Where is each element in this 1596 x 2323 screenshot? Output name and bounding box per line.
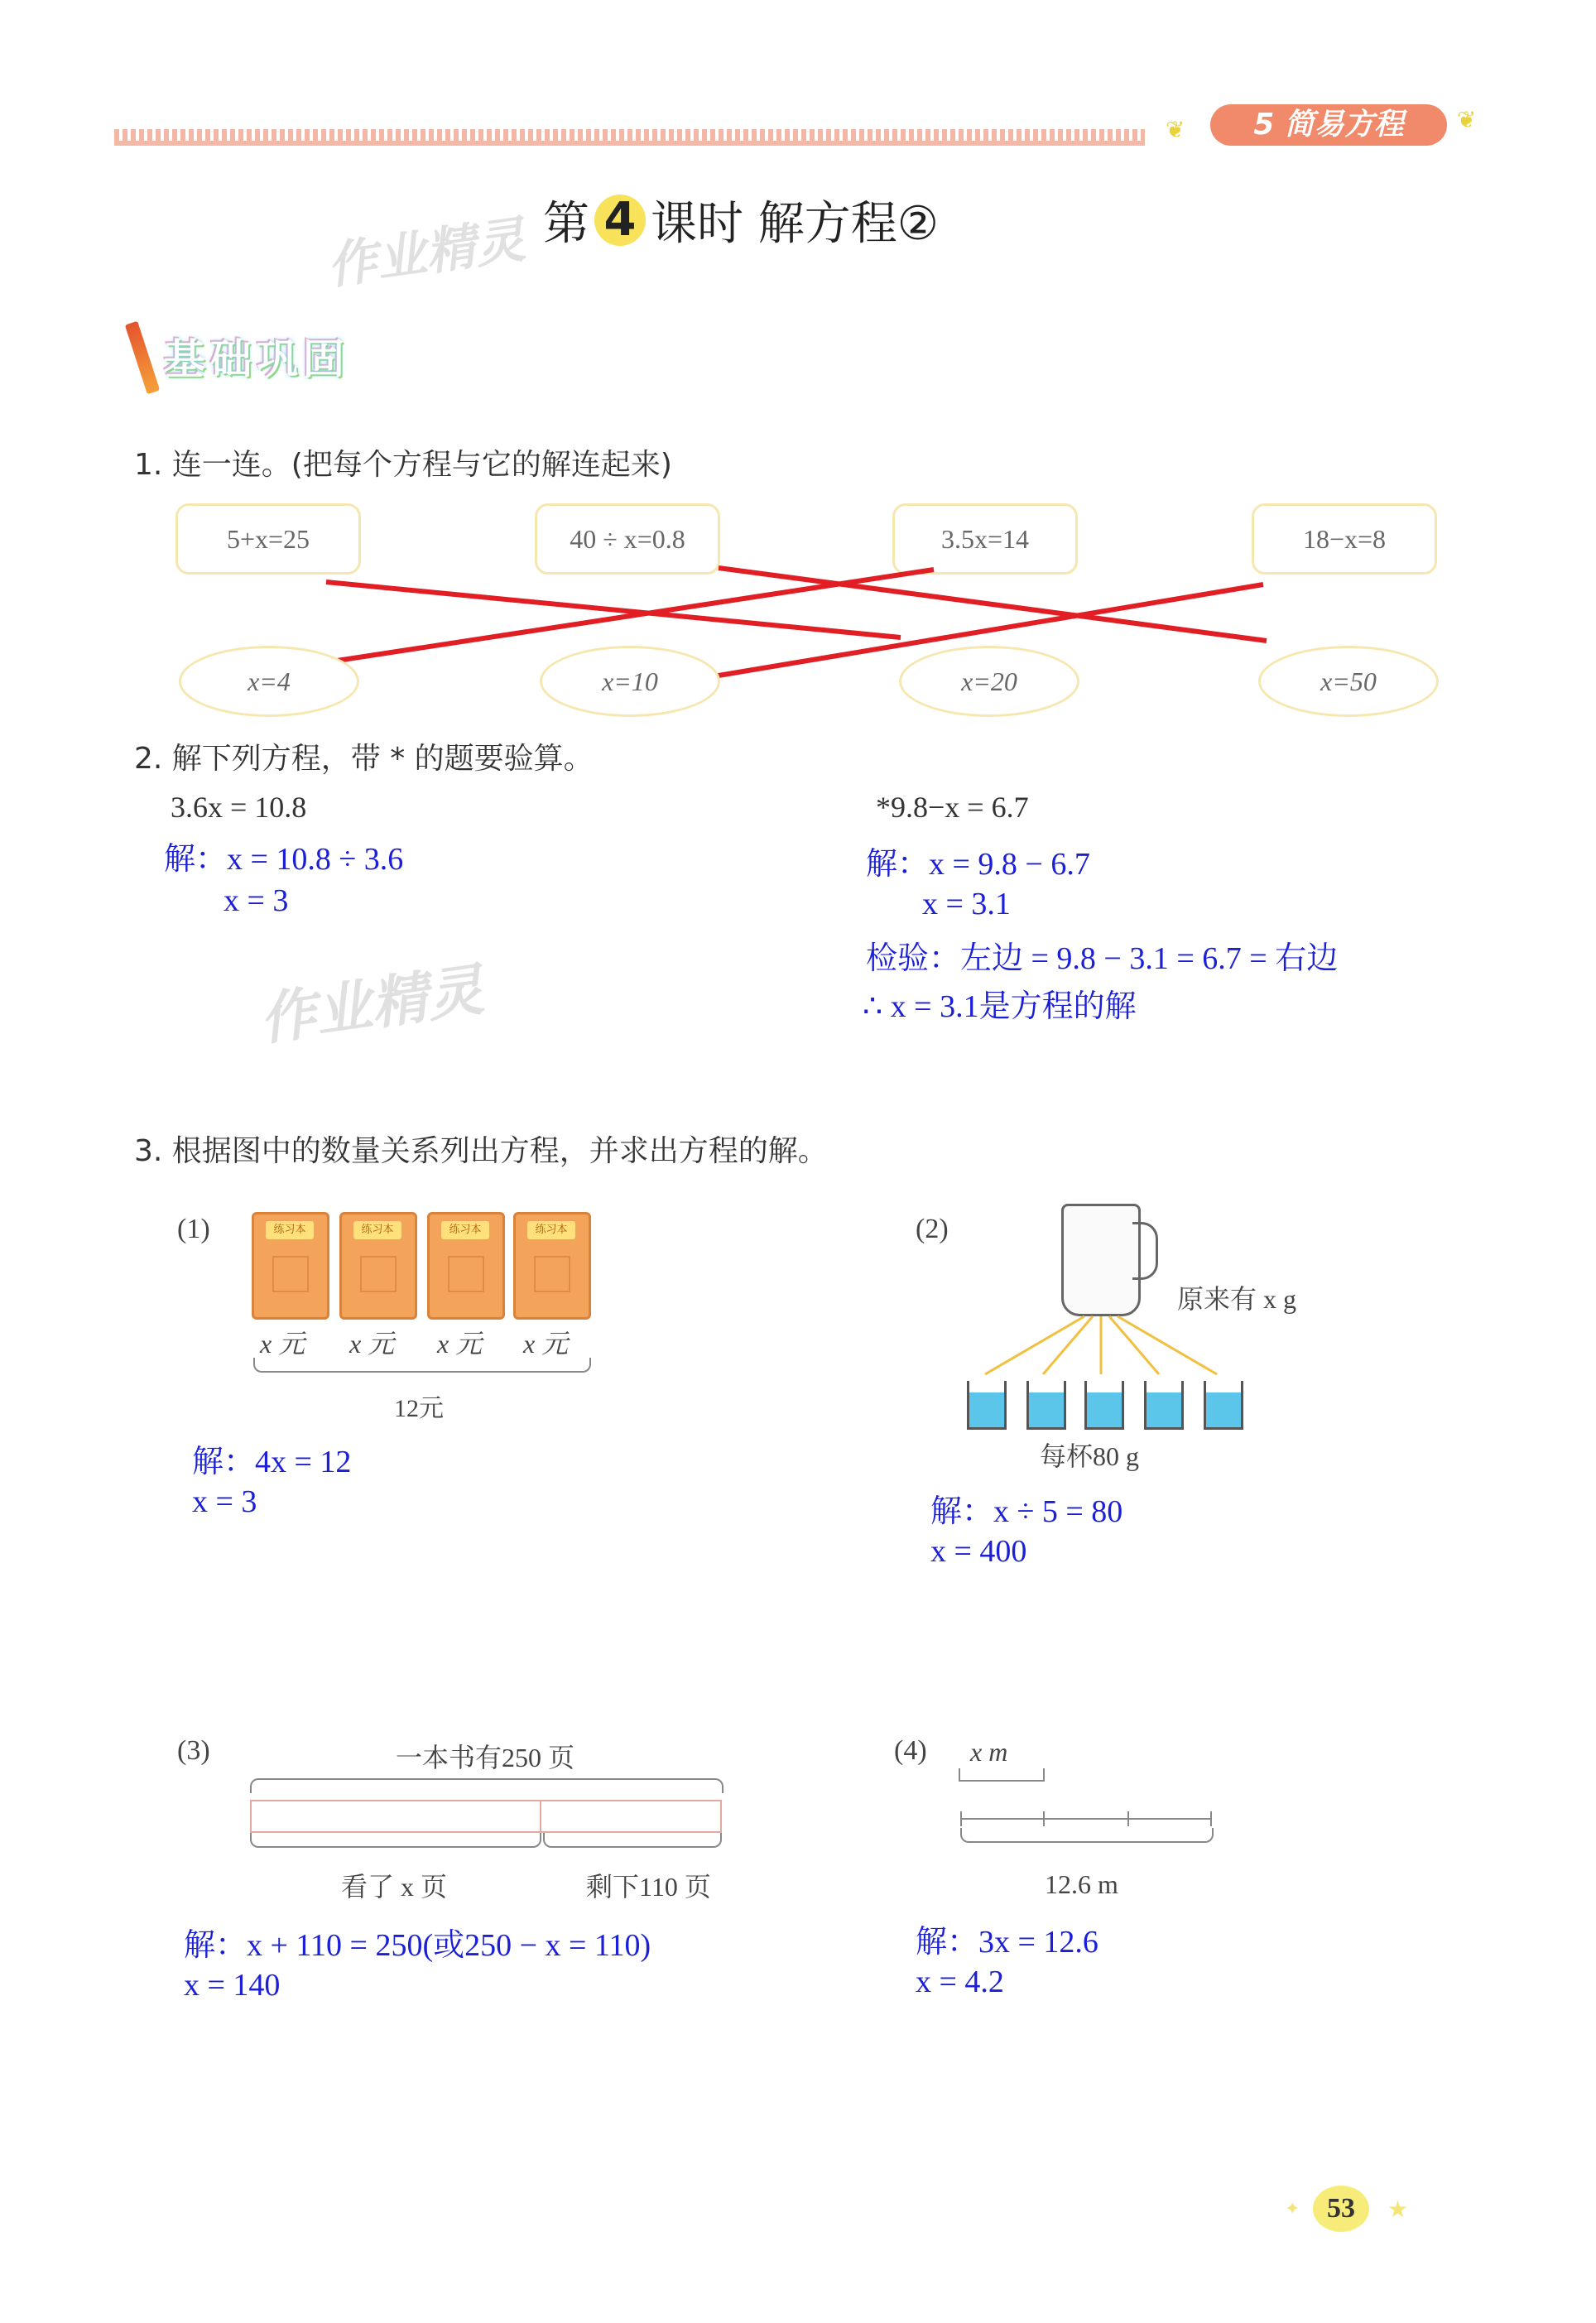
total-brace xyxy=(960,1828,1214,1843)
read-brace xyxy=(250,1833,541,1848)
cup-4 xyxy=(1144,1381,1184,1430)
q3-p1-line2: x = 3 xyxy=(192,1484,257,1519)
q3-p4-line1: 解：3x = 12.6 xyxy=(916,1925,1098,1960)
equation-box-2[interactable]: 40 ÷ x=0.8 xyxy=(535,503,720,575)
price-label-3: x 元 xyxy=(437,1329,483,1359)
jug-icon xyxy=(1061,1204,1141,1316)
notebook-2 xyxy=(339,1212,417,1320)
segment-tick xyxy=(1210,1811,1212,1826)
q2-left-line2: x = 3 xyxy=(224,883,289,918)
left-brace xyxy=(543,1833,722,1848)
cup-3 xyxy=(1084,1381,1124,1430)
q2-right-problem: *9.8−x = 6.7 xyxy=(876,791,1029,824)
read-pages-label: 看了 x 页 xyxy=(341,1872,448,1902)
q3-p2-line2: x = 400 xyxy=(930,1534,1027,1569)
cup-2 xyxy=(1026,1381,1066,1430)
q2-prompt: 2. 解下列方程，带 * 的题要验算。 xyxy=(134,742,594,776)
q3-p1-line1: 解：4x = 12 xyxy=(192,1445,352,1479)
cup-1 xyxy=(967,1381,1007,1430)
q2-right-line2: x = 3.1 xyxy=(922,887,1011,921)
price-label-2: x 元 xyxy=(349,1329,395,1359)
brace xyxy=(253,1358,591,1373)
per-cup-label: 每杯80 g xyxy=(1040,1441,1140,1471)
notebook-1 xyxy=(252,1212,329,1320)
solution-oval-1[interactable]: x=4 xyxy=(179,646,359,717)
q2-right-line1: 解：x = 9.8 − 6.7 xyxy=(866,847,1090,882)
q2-right-line4: ∴ x = 3.1是方程的解 xyxy=(863,989,1137,1024)
solution-oval-2[interactable]: x=10 xyxy=(540,646,720,717)
q3-p4-line2: x = 4.2 xyxy=(916,1965,1004,1999)
q1-prompt: 1. 连一连。(把每个方程与它的解连起来) xyxy=(134,448,672,482)
q2-left-problem: 3.6x = 10.8 xyxy=(171,791,307,824)
page-number-star-left: ✦ xyxy=(1285,2199,1300,2220)
page-number-star-right: ★ xyxy=(1387,2196,1409,2223)
header-leaf-icon-right: ❦ xyxy=(1457,106,1477,133)
q2-left-line1: 解：x = 10.8 ÷ 3.6 xyxy=(164,842,404,877)
match-lines xyxy=(0,0,1596,745)
title-prefix: 第 xyxy=(543,197,589,251)
notebook-3 xyxy=(427,1212,505,1320)
notebook-label: 练习本 xyxy=(527,1221,575,1239)
match-line-eq1-sol20 xyxy=(326,582,901,637)
q2-right-line3: 检验：左边 = 9.8 − 3.1 = 6.7 = 右边 xyxy=(866,941,1339,976)
solution-oval-3[interactable]: x=20 xyxy=(899,646,1079,717)
q3-p1-number: (1) xyxy=(177,1214,210,1244)
segment-brace xyxy=(959,1768,1045,1782)
segment-tick xyxy=(1043,1811,1045,1826)
solution-oval-4[interactable]: x=50 xyxy=(1258,646,1439,717)
chapter-tag: 5 简易方程 xyxy=(1210,104,1447,146)
q3-p2-number: (2) xyxy=(916,1214,949,1244)
equation-box-4[interactable]: 18−x=8 xyxy=(1252,503,1437,575)
title-suffix: 课时 解方程② xyxy=(651,197,940,251)
q3-p4-number: (4) xyxy=(894,1735,927,1766)
segment-line xyxy=(960,1818,1212,1820)
top-brace xyxy=(250,1778,723,1793)
equation-box-1[interactable]: 5+x=25 xyxy=(175,503,361,575)
page-number: 53 xyxy=(1313,2186,1369,2232)
q3-p3-line2: x = 140 xyxy=(184,1968,281,2003)
lesson-number-badge: 4 xyxy=(594,195,646,246)
price-label-1: x 元 xyxy=(260,1329,305,1359)
price-label-4: x 元 xyxy=(523,1329,569,1359)
total-price: 12元 xyxy=(394,1395,444,1422)
total-pages-label: 一本书有250 页 xyxy=(396,1743,575,1772)
header-leaf-icon: ❦ xyxy=(1166,116,1185,143)
q3-p2-line1: 解：x ÷ 5 = 80 xyxy=(930,1494,1123,1529)
left-pages-label: 剩下110 页 xyxy=(586,1872,711,1902)
notebook-label: 练习本 xyxy=(266,1221,314,1239)
segment-label: x m xyxy=(970,1737,1008,1767)
watermark: 作业精灵 xyxy=(323,210,529,296)
jug-handle xyxy=(1132,1222,1158,1280)
pages-bar-divider xyxy=(540,1800,541,1833)
notebook-label: 练习本 xyxy=(353,1221,401,1239)
notebook-label: 练习本 xyxy=(441,1221,489,1239)
pour-arrows xyxy=(952,1308,1267,1383)
original-amount-label: 原来有 x g xyxy=(1177,1284,1297,1314)
watermark: 作业精灵 xyxy=(255,957,488,1054)
notebook-4 xyxy=(513,1212,591,1320)
pages-bar xyxy=(250,1800,722,1833)
q3-p3-number: (3) xyxy=(177,1735,210,1766)
total-length-label: 12.6 m xyxy=(1045,1869,1118,1899)
equation-box-3[interactable]: 3.5x=14 xyxy=(892,503,1078,575)
segment-tick xyxy=(960,1811,962,1826)
segment-tick xyxy=(1127,1811,1129,1826)
cup-5 xyxy=(1204,1381,1243,1430)
q3-p3-line1: 解：x + 110 = 250(或250 − x = 110) xyxy=(184,1928,651,1963)
q3-prompt: 3. 根据图中的数量关系列出方程，并求出方程的解。 xyxy=(134,1134,828,1168)
section-badge: 基础巩固 xyxy=(164,335,349,383)
